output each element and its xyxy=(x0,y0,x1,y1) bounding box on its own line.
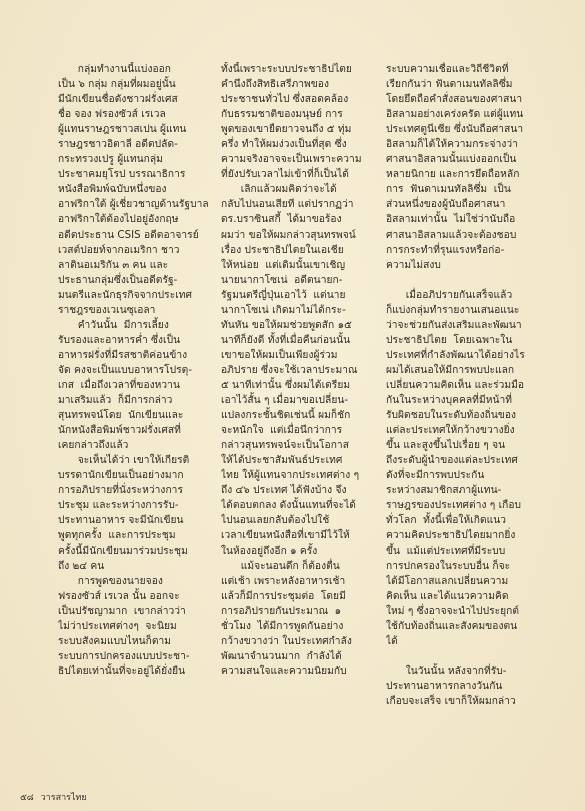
text-line: เคยกล่าวถึงแล้ว xyxy=(58,440,129,452)
text-line: หนังสือพิมพ์ฉบับหนึ่งของ xyxy=(58,184,167,196)
text-line: ส่วนหนึ่งของผู้นับถือศาสนา xyxy=(386,199,506,211)
text-line: ดังที่จะมีการพบประกัน xyxy=(386,470,485,482)
text-line: จัด คงจะเป็นแบบอาหารโปรตุ- xyxy=(58,364,193,376)
text-line: เป็น ๖ กลุ่ม กลุ่มที่ผมอยู่นั้น xyxy=(58,79,176,91)
text-line: การกระทำที่รุนแรงหรือก่อ- xyxy=(386,244,505,256)
page-footer xyxy=(20,790,91,804)
text-line: บรรดานักเขียนเป็นอย่างมาก xyxy=(58,470,184,482)
text-line: ใหม่ ๆ ซึ่งอาจจะนำไปประยุกต์ xyxy=(386,605,520,617)
text-line: การปกครองในระบบอื่น ก็จะ xyxy=(386,560,511,572)
text-line: ชื่อ จอง ฟรองซัวส์ เรเวล xyxy=(58,109,166,121)
text-line: การ ฟันดาเมนทัลลิซึ่ม เป็น xyxy=(386,184,511,196)
text-line: ราษฎรของประเทศต่าง ๆ เกือบ xyxy=(386,500,522,512)
text-line xyxy=(386,273,541,288)
text-line: สุนทรพจน์โดย นักเขียนและ xyxy=(58,410,184,422)
text-line: แต่ละประเทศให้กว้างขวางยิ่ง xyxy=(386,425,515,437)
text-line: เรื่อง ประชาธิปไตยในเอเชีย xyxy=(221,244,344,256)
text-line: ได้มีโอกาสแลกเปลี่ยนความ xyxy=(386,575,509,587)
text-line: การอภิปรายกันประมาณ ๑ xyxy=(221,605,342,617)
text-line: ความไม่สงบ xyxy=(386,259,441,271)
text-line: โดยยึดถือคำสั่งสอนของศาสนา xyxy=(386,94,523,106)
text-line: กลับไปนอนเสียที แต่ปรากฏว่า xyxy=(221,199,354,211)
text-line: ถึง ๔๖ ประเทศ ได้ฟังบ้าง จึง xyxy=(221,485,347,497)
text-line: เขาขอให้ผมเป็นเพียงผู้ร่วม xyxy=(221,349,338,361)
text-line: เมื่ออภิปรายกันเสร็จแล้ว xyxy=(386,289,513,301)
text-line: นากาโซเน่ เกิดมาไม่ได้กระ- xyxy=(221,304,346,316)
text-line: ๕ นาทีเท่านั้น ซึ่งผมได้เตรียม xyxy=(221,379,351,391)
text-line: จะเห็นได้ว่า เขาให้เกียรติ xyxy=(58,455,190,467)
text-line: เรียกกันว่า ฟันดาเมนทัลลิซึ่ม xyxy=(386,79,513,91)
text-line: พูดทุกครั้ง และการประชุม xyxy=(58,530,176,542)
text-line: ถึงระดับผู้นำของแต่ละประเทศ xyxy=(386,455,518,467)
text-line: พูดของเขายืดยาวจนถึง ๕ ทุ่ม xyxy=(221,124,352,136)
text-line: แต่เช้า เพราะหลังอาหารเช้า xyxy=(221,575,346,587)
text-line: ผมได้เสนอให้มีการพบปะแลก xyxy=(386,364,515,376)
text-line: ทันหัน ขอให้ผมช่วยพูดสัก ๑๕ xyxy=(221,319,352,331)
text-line: อิสลามเท่านั้น ไม่ใช่ว่านับถือ xyxy=(386,214,516,226)
text-line: รัฐมนตรีญี่ปุ่นเอาไว้ แต่นาย xyxy=(221,289,346,301)
text-line: เวสต์ปอยท์จากอเมริกา ชาว xyxy=(58,244,180,256)
text-line xyxy=(386,649,541,664)
text-column-2 xyxy=(221,62,376,787)
text-line: เกส เมื่อถึงเวลาที่ของหวาน xyxy=(58,379,180,391)
text-line: แปลงกระชั้นชิดเช่นนี้ ผมก็ชัก xyxy=(221,410,351,422)
text-line: ไทย ให้ผู้แทนจากประเทศต่าง ๆ xyxy=(221,470,360,482)
text-line: ประธานกลุ่มซึ่งเป็นอดีตรัฐ- xyxy=(58,274,178,286)
text-line: ได้ xyxy=(386,635,398,647)
text-line: ธิปไตยเท่านั้นที่จะอยู่ได้ยั่งยืน xyxy=(58,665,186,677)
text-line: กลุ่มทำงานนี้แบ่งออก xyxy=(58,64,172,75)
text-line: รับรองและอาหารค่ำ ซึ่งเป็น xyxy=(58,334,181,346)
text-line: การอภิปรายที่นั่งระหว่างการ xyxy=(58,485,183,497)
text-line: แล้วก็มีการประชุมต่อ โดยมี xyxy=(221,590,346,602)
text-line: จะหนักใจ แต่เมื่อนึกว่าการ xyxy=(221,425,343,437)
text-line: อิสลามก็ได้ให้ความกระจ่างว่า xyxy=(386,139,518,151)
text-column-3 xyxy=(386,62,541,787)
text-line: ทั่วโลก ทั้งนี้เพื่อให้เกิดแนว xyxy=(386,515,507,527)
text-line: เวลาเขียนหนังสือที่เขามีไว้ให้ xyxy=(221,530,350,542)
text-line: ถึง ๒๔ คน xyxy=(58,560,105,572)
text-line: อาฟริกาใต้ ผู้เชี่ยวชาญด้านรัฐบาล xyxy=(58,199,209,211)
text-line: คิดเห็น และได้แนวความคิด xyxy=(386,590,509,602)
text-line: ก็แบ่งกลุ่มทำรายงานเสนอแนะ xyxy=(386,304,520,316)
text-line: เกือบจะเสร็จ เขาก็ให้ผมกล่าว xyxy=(386,695,516,707)
text-line: รับผิดชอบในระดับท้องถิ่นของ xyxy=(386,410,517,422)
text-line: ในวันนั้น หลังจากที่รับ- xyxy=(386,665,507,677)
text-line: พัฒนาจำนวนมาก กำลังได้ xyxy=(221,650,342,662)
text-line: ที่ยังปรับเวลาไม่เข้าที่ก็เป็นได้ xyxy=(221,169,349,181)
text-line: การพูดของนายจอง xyxy=(58,575,163,587)
text-line: ระบบสังคมแบบไหนก็ตาม xyxy=(58,635,172,647)
text-line: นาทีก็ยังดี ทั้งที่เมื่อคืนก่อนนั้น xyxy=(221,334,351,346)
text-line: เอาไว้สั้น ๆ เมื่อมาขอเปลี่ยน- xyxy=(221,395,349,407)
text-line: นักหนังสือพิมพ์ชาวฝรั่งเศสที่ xyxy=(58,425,181,437)
text-line: ระบบการปกครองแบบประชา- xyxy=(58,650,190,662)
text-line: ในห้องอยู่ถึงอีก ๑ ครั้ง xyxy=(221,545,318,557)
text-line: ขึ้น และสูงขึ้นไปเรื่อย ๆ จน xyxy=(386,440,506,452)
text-line: กว้างขวางว่า ในประเทศกำลัง xyxy=(221,635,352,647)
text-line: คำวันนั้น มีการเลี้ยง xyxy=(58,319,169,331)
text-line: ฟรองซัวส์ เรเวล นั้น ออกจะ xyxy=(58,590,180,602)
text-line: ระหว่างสมาชิกสภาผู้แทน- xyxy=(386,485,502,497)
text-line: ประทานอาหาร จะมีนักเขียน xyxy=(58,515,184,527)
text-line: ความคิดประชาธิปไตยมากยิ่ง xyxy=(386,530,516,542)
text-line: ดร.บราซินสกี้ ได้มาขอร้อง xyxy=(221,214,342,226)
text-line: ไม่ว่าประเทศต่างๆ จะนิยม xyxy=(58,620,177,632)
text-line: ไปนอนเลยกลับต้องไปใช้ xyxy=(221,515,330,527)
text-line: อภิปราย ซึ่งจะใช้เวลาประมาณ xyxy=(221,364,358,376)
text-line: อดีตประธาน CSIS อดีตอาจารย์ xyxy=(58,229,199,241)
text-line: ลาตินอเมริกัน ๓ คน และ xyxy=(58,259,169,271)
text-line: ใช้กับท้องถิ่นและสังคมของตน xyxy=(386,620,518,632)
text-line: ประเทศตูนีเซีย ซึ่งนับถือศาสนา xyxy=(386,124,524,136)
text-line: เลิกแล้วผมคิดว่าจะได้ xyxy=(221,184,337,196)
text-line: ประทานอาหารกลางวันกัน xyxy=(386,680,503,692)
text-line: อาฟริกาใต้ต้องไปอยู่อังกฤษ xyxy=(58,214,179,226)
text-line: เปลี่ยนความคิดเห็น และร่วมมือ xyxy=(386,379,525,391)
text-line: ผู้แทนราษฎรชาวสเปน ผู้แทน xyxy=(58,124,187,136)
text-line: ศาสนาอิสลามนั้นแบ่งออกเป็น xyxy=(386,154,517,166)
text-line: คำนึงถึงสิทธิเสรีภาพของ xyxy=(221,79,329,91)
text-line: นายนากาโซเน่ อดีตนายก- xyxy=(221,274,343,286)
text-line: แม้จะนอนดึก ก็ต้องตื่น xyxy=(221,560,340,572)
text-line: ประชาธิปไตย โดยเฉพาะใน xyxy=(386,334,513,346)
text-line: มนตรีและนักธุรกิจจากประเทศ xyxy=(58,289,193,301)
text-line: ครั้งนี้มีนักเขียนมาร่วมประชุม xyxy=(58,545,188,557)
text-line: ผมว่า ขอให้ผมกล่าวสุนทรพจน์ xyxy=(221,229,356,241)
text-line: ได้ตอบตกลง ดังนั้นแทนที่จะได้ xyxy=(221,500,356,512)
text-line: มีนักเขียนชื่อดังชาวฝรั่งเศส xyxy=(58,94,178,106)
text-line: ราชฎรของเวเนซุเอลา xyxy=(58,304,156,316)
text-line: ให้หน่อย แต่เดิมนั้นเขาเชิญ xyxy=(221,259,346,271)
text-line: กับธรรมชาติของมนุษย์ การ xyxy=(221,109,343,121)
text-line: ระบบความเชื่อและวิถีชีวิตที่ xyxy=(386,64,509,75)
text-line: ชั่วโมง ได้มีการพูดกันอย่าง xyxy=(221,620,344,632)
text-line: ความสนใจและความนิยมกับ xyxy=(221,665,347,677)
text-line: ครึ่ง ทำให้ผมง่วงเป็นที่สุด ซึ่ง xyxy=(221,139,347,151)
text-line: ประเทศที่กำลังพัฒนาได้อย่างไร xyxy=(386,349,525,361)
text-column-1 xyxy=(58,62,210,787)
text-line: หลายนิกาย และการยึดถือหลัก xyxy=(386,169,520,181)
text-line: มาเสริมแล้ว ก็มีการกล่าว xyxy=(58,395,173,407)
text-line: ว่าจะช่วยกันส่งเสริมและพัฒนา xyxy=(386,319,522,331)
text-line: อิสลามอย่างเคร่งครัด แต่ผู้แทน xyxy=(386,109,524,121)
text-line: ให้ได้ประชาสัมพันธ์ประเทศ xyxy=(221,455,343,467)
text-line: ประชุม และระหว่างการรับ- xyxy=(58,500,179,512)
text-line: ศาสนาอิสลามแล้วจะต้องชอบ xyxy=(386,229,517,241)
text-line: ประชาคมยุโรป บรรณาธิการ xyxy=(58,169,186,181)
text-line: ขึ้น แม้แต่ประเทศที่มีระบบ xyxy=(386,545,506,557)
text-line: อาหารฝรั่งที่มีรสชาติค่อนข้าง xyxy=(58,349,188,361)
text-line: กล่าวสุนทรพจน์จะเป็นโอกาส xyxy=(221,440,349,452)
text-line: กันในระหว่างบุคคลที่มีหน้าที่ xyxy=(386,395,513,407)
text-line: ความจริงอาจจะเป็นเพราะความ xyxy=(221,154,362,166)
text-line: ทั้งนี้เพราะระบบประชาธิปไตย xyxy=(221,64,352,75)
page-number: ๕๘ xyxy=(20,793,34,803)
text-line: เป็นปรัชญามาก เขากล่าวว่า xyxy=(58,605,186,617)
text-line: ประชาชนทั่วไป ซึ่งสอดคล้อง xyxy=(221,94,349,106)
text-line: ราษฎรชาวอิตาลี อดีตปลัด- xyxy=(58,139,178,151)
text-line: กระทรวงเปรู ผู้แทนกลุ่ม xyxy=(58,154,163,166)
publication-name: วารสารไทย xyxy=(40,793,87,803)
